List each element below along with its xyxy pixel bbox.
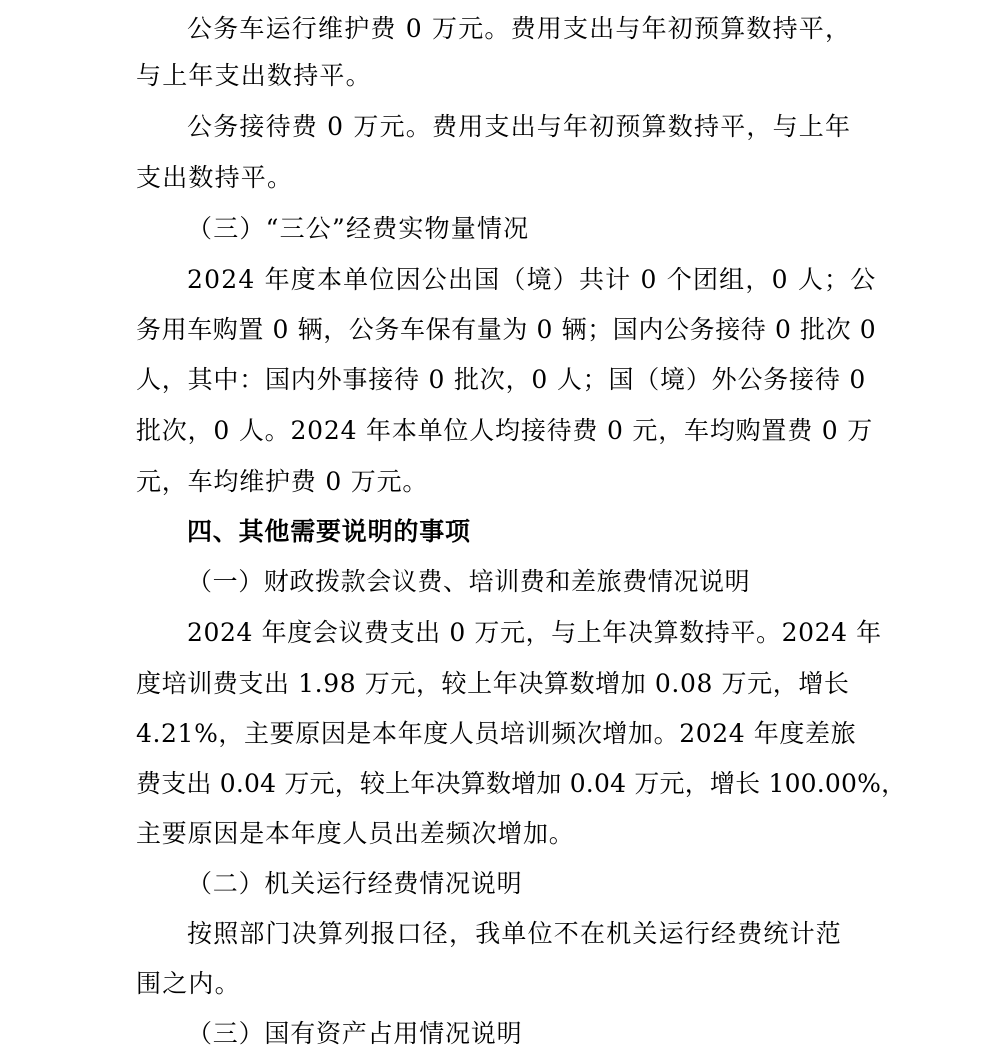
section-heading: （三）国有资产占用情况说明 xyxy=(187,1019,523,1048)
paragraph-line: 公务接待费 0 万元。费用支出与年初预算数持平，与上年 xyxy=(187,112,852,141)
paragraph-line: 务用车购置 0 辆，公务车保有量为 0 辆；国内公务接待 0 批次 0 xyxy=(136,315,877,344)
paragraph-line: 4.21%，主要原因是本年度人员培训频次增加。2024 年度差旅 xyxy=(136,719,857,748)
paragraph-line: 费支出 0.04 万元，较上年决算数增加 0.04 万元，增长 100.00%， xyxy=(136,769,907,798)
paragraph-line: 2024 年度会议费支出 0 万元，与上年决算数持平。2024 年 xyxy=(187,618,882,647)
paragraph-line: 元，车均维护费 0 万元。 xyxy=(136,467,429,496)
paragraph-line: 与上年支出数持平。 xyxy=(136,61,372,90)
paragraph-line: 主要原因是本年度人员出差频次增加。 xyxy=(136,819,575,848)
paragraph-line: 人，其中：国内外事接待 0 批次，0 人；国（境）外公务接待 0 xyxy=(136,365,867,394)
paragraph-line: 公务车运行维护费 0 万元。费用支出与年初预算数持平， xyxy=(187,14,852,43)
paragraph-line: 按照部门决算列报口径，我单位不在机关运行经费统计范 xyxy=(187,919,843,948)
paragraph-line: 批次，0 人。2024 年本单位人均接待费 0 元，车均购置费 0 万 xyxy=(136,416,874,445)
section-heading: （三）“三公”经费实物量情况 xyxy=(187,214,530,243)
paragraph-line: 2024 年度本单位因公出国（境）共计 0 个团组，0 人；公 xyxy=(187,265,877,294)
paragraph-line: 支出数持平。 xyxy=(136,163,294,192)
paragraph-line: 围之内。 xyxy=(136,969,241,998)
section-heading: （一）财政拨款会议费、培训费和差旅费情况说明 xyxy=(187,567,751,596)
section-heading: （二）机关运行经费情况说明 xyxy=(187,869,523,898)
chapter-heading: 四、其他需要说明的事项 xyxy=(187,517,471,546)
paragraph-line: 度培训费支出 1.98 万元，较上年决算数增加 0.08 万元，增长 xyxy=(136,669,850,698)
